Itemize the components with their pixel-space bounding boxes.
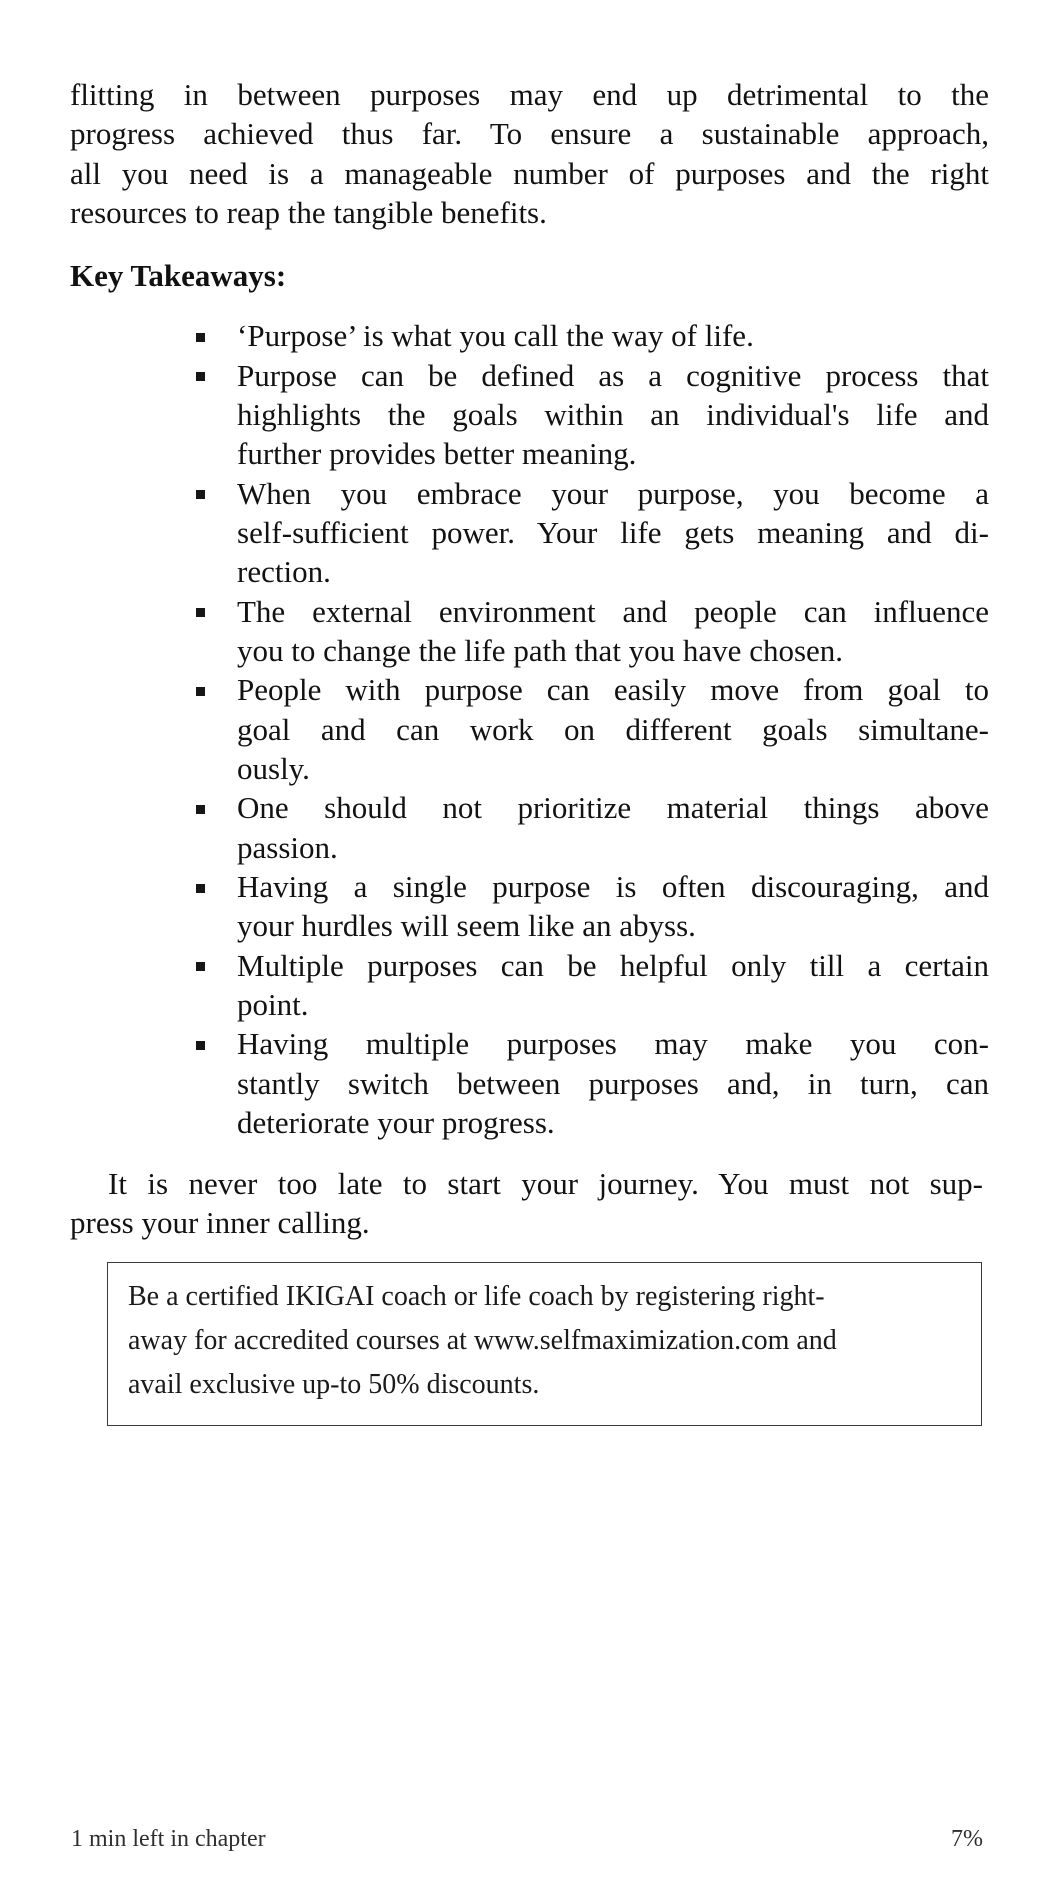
promo-callout-box <box>107 1262 982 1426</box>
closing-line: press your inner calling. <box>70 1205 370 1240</box>
promo-line: Be a certified IKIGAI coach or life coach by registering right- <box>128 1281 825 1312</box>
chapter-time-remaining: 1 min left in chapter <box>71 1826 266 1852</box>
list-item-line: The external environment and people can influence <box>237 594 989 629</box>
bullet-square-icon <box>196 1041 205 1050</box>
key-takeaways-heading: Key Takeaways: <box>70 258 287 293</box>
list-item-line: highlights the goals within an individual's life and <box>237 397 989 432</box>
list-item-line: stantly switch between purposes and, in turn, can <box>237 1066 989 1101</box>
bullet-square-icon <box>196 687 205 696</box>
list-item-line: your hurdles will seem like an abyss. <box>237 908 696 943</box>
closing-line: It is never too late to start your journey. You must not sup- <box>108 1166 983 1201</box>
intro-line: resources to reap the tangible benefits. <box>70 195 547 230</box>
intro-line: progress achieved thus far. To ensure a sustainable approach, <box>70 116 989 151</box>
reading-progress-percent: 7% <box>951 1826 983 1852</box>
list-item-line: People with purpose can easily move from goal to <box>237 672 989 707</box>
bullet-square-icon <box>196 372 205 381</box>
list-item-line: Purpose can be defined as a cognitive process that <box>237 358 989 393</box>
list-item-line: Having multiple purposes may make you con- <box>237 1026 989 1061</box>
bullet-square-icon <box>196 884 205 893</box>
promo-line: away for accredited courses at www.selfmaximization.com and <box>128 1325 837 1356</box>
intro-line: all you need is a manageable number of purposes and the right <box>70 156 989 191</box>
bullet-square-icon <box>196 962 205 971</box>
promo-line: avail exclusive up-to 50% discounts. <box>128 1369 540 1400</box>
list-item-line: rection. <box>237 554 331 589</box>
list-item-line: further provides better meaning. <box>237 436 637 471</box>
list-item-line: point. <box>237 987 309 1022</box>
bullet-square-icon <box>196 805 205 814</box>
bullet-square-icon <box>196 608 205 617</box>
list-item-line: When you embrace your purpose, you become a <box>237 476 989 511</box>
bullet-square-icon <box>196 490 205 499</box>
list-item-line: goal and can work on different goals simultane- <box>237 712 989 747</box>
list-item-line: deteriorate your progress. <box>237 1105 555 1140</box>
list-item-line: ‘Purpose’ is what you call the way of life. <box>237 318 754 353</box>
list-item-line: Having a single purpose is often discouraging, and <box>237 869 989 904</box>
list-item-line: you to change the life path that you have chosen. <box>237 633 844 668</box>
bullet-square-icon <box>196 333 205 342</box>
list-item-line: One should not prioritize material things above <box>237 790 989 825</box>
list-item-line: ously. <box>237 751 310 786</box>
list-item-line: self-sufficient power. Your life gets meaning and di- <box>237 515 989 550</box>
list-item-line: Multiple purposes can be helpful only till a certain <box>237 948 989 983</box>
intro-line: flitting in between purposes may end up detrimental to the <box>70 77 989 112</box>
list-item-line: passion. <box>237 830 338 865</box>
